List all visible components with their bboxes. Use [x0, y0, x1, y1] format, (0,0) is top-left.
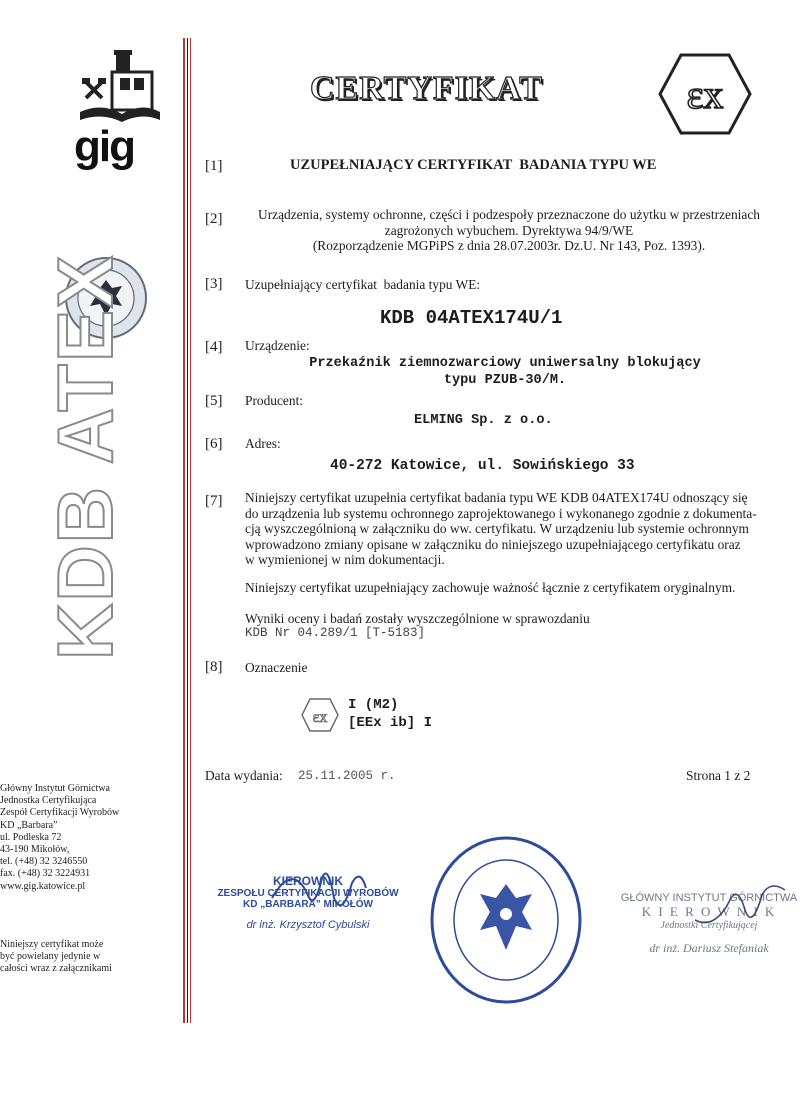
- address-line: ul. Podleska 72: [0, 831, 62, 843]
- vertical-brand: KDB ATEX: [41, 254, 129, 660]
- ex-hexagon-icon: [300, 697, 340, 733]
- address-line: tel. (+48) 32 3246550: [0, 856, 88, 868]
- address-line: KD „Barbara”: [0, 819, 58, 831]
- issue-date-label: Data wydania:: [205, 768, 283, 783]
- marking-label: Oznaczenie: [245, 660, 308, 675]
- stamp-title: K I E R O W N I K: [641, 904, 777, 919]
- note-line: Niniejszy certyfikat może: [0, 939, 104, 950]
- producer-address: 40-272 Katowice, ul. Sowińskiego 33: [330, 458, 635, 474]
- scope-line: w wymienionej w nim dokumentacji.: [245, 552, 445, 567]
- note-line: być powielany jedynie w: [0, 951, 101, 963]
- marking-protection: [EEx ib] I: [348, 715, 433, 731]
- section-number: [7]: [205, 493, 223, 509]
- address-line: Główny Instytut Górnictwa: [0, 783, 110, 794]
- scope-paragraph: [245, 490, 785, 568]
- address-label: Adres:: [245, 436, 281, 451]
- issue-date: 25.11.2005 r.: [298, 769, 396, 783]
- marking-ex-symbol: [300, 697, 340, 733]
- page-title: CERTYFIKAT: [310, 70, 543, 107]
- section-number: [3]: [205, 276, 223, 292]
- logo-text: gig: [74, 122, 134, 171]
- svg-text:εx: εx: [686, 72, 724, 117]
- directive-text: [244, 207, 774, 254]
- stamp-line: Jednostki Certyfikującej: [660, 920, 758, 931]
- divider-black: [187, 38, 188, 1023]
- address-line: Zespół Certyfikacji Wyrobów: [0, 807, 120, 819]
- ex-mark: [657, 52, 753, 136]
- section-number: [5]: [205, 393, 223, 409]
- marking-group: I (M2): [348, 697, 399, 713]
- validity-text: Niniejszy certyfikat uzupełniający zachowuje ważność łącznie z certyfikatem oryginalnym.: [245, 580, 736, 595]
- producer-label: Producent:: [245, 393, 304, 408]
- scope-line: Niniejszy certyfikat uzupełnia certyfikat badania typu WE KDB 04ATEX174U odnoszący się: [245, 490, 748, 505]
- address-line: Jednostka Certyfikująca: [0, 795, 97, 807]
- scope-line: cją wyszczególnioną w załączniku do ww. certyfikatu. W urządzeniu lub systemie ochronnym: [245, 521, 749, 536]
- center-seal: [428, 834, 584, 1006]
- note-line: całości wraz z załącznikami: [0, 963, 112, 975]
- eagle-seal-icon: [428, 834, 584, 1006]
- device-label: Urządzenie:: [245, 338, 310, 353]
- device-line: Przekaźnik ziemnozwarciowy uniwersalny blokujący: [309, 356, 701, 371]
- page-indicator: Strona 1 z 2: [686, 768, 751, 783]
- stamp-line: KD „BARBARA” MIKOŁÓW: [243, 899, 373, 910]
- copy-note: [0, 939, 112, 976]
- scope-line: do urządzenia lub systemu ochronnego zaprojektowanego i wykonanego zgodnie z dokumenta-: [245, 505, 757, 521]
- directive-line: Urządzenia, systemy ochronne, części i podzespoły przeznaczone do użytku w przestrzeniach: [258, 207, 760, 222]
- certificate-number: KDB 04ATEX174U/1: [380, 307, 563, 329]
- divider-red-thin: [190, 38, 191, 1023]
- divider-red: [183, 38, 185, 1023]
- section-number: [4]: [205, 339, 223, 355]
- address-website[interactable]: www.gig.katowice.pl: [0, 880, 86, 892]
- stamp-line: GŁÓWNY INSTYTUT GÓRNICTWA: [620, 892, 798, 904]
- address-line: fax. (+48) 32 3224931: [0, 868, 91, 880]
- gig-logo: [72, 42, 162, 171]
- directive-line: zagrożonych wybuchem. Dyrektywa 94/9/WE: [384, 222, 634, 238]
- certificate-label: Uzupełniający certyfikat badania typu WE:: [245, 277, 481, 292]
- svg-text:εx: εx: [312, 709, 328, 726]
- scope-line: wprowadzono zmiany opisane w załączniku do niniejszego uzupełniającego certyfikatu oraz: [245, 536, 741, 552]
- ex-hexagon-icon: [657, 52, 753, 136]
- device-line: typu PZUB-30/M.: [443, 373, 567, 388]
- stamp-line: ZESPOŁU CERTYFIKACJI WYROBÓW: [217, 888, 399, 899]
- sidebar-address: [0, 783, 119, 893]
- section-number: [8]: [205, 659, 223, 675]
- section-number: [6]: [205, 436, 223, 452]
- signature-left: [262, 858, 372, 928]
- results-text: Wyniki oceny i badań zostały wyszczególnione w sprawozdaniu: [245, 611, 590, 626]
- stamp-signer: dr inż. Dariusz Stefaniak: [649, 941, 769, 955]
- producer-name: ELMING Sp. z o.o.: [414, 413, 553, 428]
- section-number: [1]: [205, 158, 223, 174]
- device-name: [240, 355, 770, 389]
- certificate-type: UZUPEŁNIAJĄCY CERTYFIKAT BADANIA TYPU WE: [290, 157, 657, 173]
- stamp-title: KIEROWNIK: [273, 874, 343, 888]
- directive-line: (Rozporządzenie MGPiPS z dnia 28.07.2003r. Dz.U. Nr 143, Poz. 1393).: [312, 238, 706, 253]
- report-number: KDB Nr 04.289/1 [T-5183]: [245, 626, 426, 640]
- section-number: [2]: [205, 211, 223, 227]
- stamp-signer: dr inż. Krzysztof Cybulski: [246, 919, 370, 931]
- signature-right: [690, 880, 790, 940]
- address-line: 43-190 Mikołów,: [0, 844, 70, 856]
